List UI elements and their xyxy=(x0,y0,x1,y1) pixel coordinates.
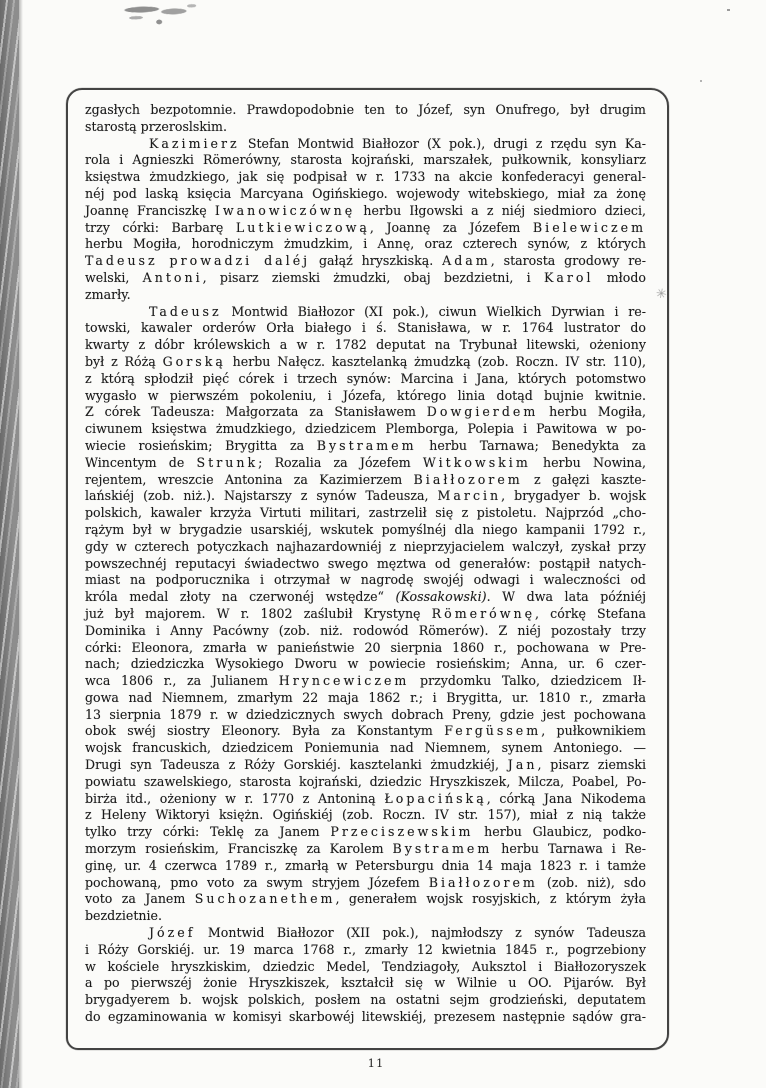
text-line xyxy=(85,891,646,908)
text-line xyxy=(85,791,646,808)
text-line xyxy=(85,740,646,757)
text-run: Montwid Białłozor (XII pok.), najmłodszy z synów Tadeusza xyxy=(195,925,646,941)
text-run: z Heleny Wiktoryi księżn. Ogińskiéj (zob. Roczn. IV str. 157), miał z nią także xyxy=(85,807,646,823)
text-run: , brygadyer b. wojsk xyxy=(501,488,646,504)
text-line xyxy=(85,959,646,976)
text-run: powiatu szawelskiego, starosta kojrański, dziedzic Hryszkiszek, Milcza, Poabel, Po- xyxy=(85,773,646,789)
spaced-name: Białłozorem xyxy=(413,471,523,487)
text-run: birża itd., ożeniony w r. 1770 z Antoniną xyxy=(85,790,385,806)
text-line xyxy=(85,472,646,489)
text-line xyxy=(85,858,646,875)
text-line xyxy=(85,992,646,1009)
text-line xyxy=(85,404,646,421)
text-run: młodo xyxy=(593,269,646,285)
spaced-name: Römerównę xyxy=(431,605,536,621)
text-run: , generałem wojsk rosyjskich, z którym żyła xyxy=(335,891,647,907)
text-run: pochowaną, pmo voto za swym stryjem Józefem xyxy=(85,874,429,890)
text-run: , starosta grodowy re- xyxy=(490,253,646,269)
text-run: , pisarz ziemski xyxy=(537,757,646,773)
text-run: do egzaminowania w komisyi skarbowéj litewskiéj, prezesem następnie sądów gra- xyxy=(85,1009,646,1025)
text-line xyxy=(85,421,646,438)
text-run: zmarły. xyxy=(85,286,131,302)
spaced-name: Lutkiewiczową xyxy=(235,219,370,235)
text-run: księstwa żmudzkiego, jak się podpisał w r. 1733 na akcie konfederacyi general- xyxy=(85,169,646,185)
spaced-name: Kazimierz xyxy=(149,135,240,151)
scan-gutter-shadow xyxy=(0,0,19,1088)
ink-smudge-top xyxy=(112,0,205,33)
text-line xyxy=(85,438,646,455)
text-run: Montwid Białłozor (XI pok.), ciwun Wielkich Dyrwian i re- xyxy=(221,303,646,319)
text-run: z gałęzi kaszte- xyxy=(522,471,647,487)
text-run: i Róży Gorskiéj. ur. 19 marca 1768 r., zmarły 12 kwietnia 1845 r., pogrzebiony xyxy=(85,941,646,957)
spaced-name: Fergüssem xyxy=(444,723,542,739)
text-run: , pułkownikiem xyxy=(541,723,646,739)
text-run: gdy w czterech potyczkach najhazardowniéj z nieprzyjacielem walczył, zyskał przy xyxy=(85,538,646,554)
scan-speck xyxy=(727,9,730,11)
text-run: polskich, kawaler krzyża Virtuti militari, zastrzelił się z pistoletu. Najprzód „cho- xyxy=(85,505,646,521)
text-line xyxy=(85,723,646,740)
text-line xyxy=(85,371,646,388)
text-run: ginę, ur. 4 czerwca 1789 r., zmarłą w Petersburgu dnia 14 maja 1823 r. i tamże xyxy=(85,857,646,873)
text-run: przydomku Talko, dziedzicem Ił- xyxy=(409,673,646,689)
text-run: herbu Iłgowski a z niéj siedmioro dzieci, xyxy=(355,202,646,218)
text-line xyxy=(85,690,646,707)
text-line xyxy=(85,455,646,472)
text-run: rejentem, wreszcie Antonina za Kazimierzem xyxy=(85,471,414,487)
text-run: herbu Tarnawa; Benedykta za xyxy=(416,437,646,453)
text-line xyxy=(85,119,646,136)
text-line xyxy=(85,824,646,841)
spaced-name: Adam xyxy=(442,253,491,269)
text-run: rola i Agnieszki Römerówny, starosta kojrański, marszałek, pułkownik, konsyliarz xyxy=(85,152,646,168)
text-run: herbu Nowina, xyxy=(530,454,646,470)
text-run: starostą przeroslskim. xyxy=(85,118,227,134)
text-line xyxy=(85,136,646,153)
text-run: wiecie rosieńskim; Brygitta za xyxy=(85,437,317,453)
text-run: herbu Mogiła, horodniczym żmudzkim, i Annę, oraz czterech synów, z których xyxy=(85,236,646,252)
spaced-name: Bystramem xyxy=(316,437,417,453)
text-line xyxy=(85,253,646,270)
text-line xyxy=(85,623,646,640)
text-run: powszechnéj reputacyi świadectwo swego męztwa od generałów: postąpił natych- xyxy=(85,555,646,571)
text-run: Wincentym de xyxy=(85,454,197,470)
text-run: herbu Mogiła, xyxy=(538,404,646,420)
ink-smudge-right-margin: ✳ xyxy=(654,286,668,303)
spaced-name: Dowgierdem xyxy=(426,404,539,420)
text-run: 13 sierpnia 1879 r. w dziedzicznych swych dobrach Preny, gdzie jest pochowana xyxy=(85,706,646,722)
italic-text: (Kossakowski) xyxy=(395,589,487,605)
text-run: córki: Eleonora, zmarła w panieństwie 20 sierpnia 1860 r., pochowana w Pre- xyxy=(85,639,646,655)
text-line xyxy=(85,203,646,220)
text-line xyxy=(85,102,646,119)
text-line xyxy=(85,320,646,337)
text-run: był z Różą xyxy=(85,353,163,369)
text-run: bezdzietnie. xyxy=(85,908,162,924)
scan-speck xyxy=(700,80,702,82)
text-run: herbu Tarnawa i Re- xyxy=(492,841,646,857)
spaced-name: Tadeusz xyxy=(149,303,222,319)
spaced-name: Bielewiczem xyxy=(532,219,647,235)
text-line xyxy=(85,505,646,522)
text-run: kwarty z dóbr królewskich a w r. 1782 deputat na Trybunał litewski, ożeniony xyxy=(85,337,646,353)
text-run: welski, xyxy=(85,269,143,285)
text-line xyxy=(85,757,646,774)
spaced-name: Łopacińską xyxy=(384,790,487,806)
text-line xyxy=(85,287,646,304)
spaced-name: Gorską xyxy=(162,353,226,369)
spaced-name: Witkowskim xyxy=(422,454,531,470)
spaced-name: Karol xyxy=(543,269,594,285)
text-run: brygadyerem b. wojsk polskich, posłem na ostatni sejm grodzieński, deputatem xyxy=(85,992,646,1008)
text-line xyxy=(85,1009,646,1026)
text-line xyxy=(85,925,646,942)
text-run: obok swéj siostry Eleonory. Była za Konstantym xyxy=(85,723,445,739)
text-run: z którą spłodził pięć córek i trzech synów: Marcina i Jana, których potomstwo xyxy=(85,370,646,386)
text-line xyxy=(85,707,646,724)
spaced-name: Bystramem xyxy=(392,841,493,857)
spaced-name: Jan xyxy=(507,757,538,773)
text-run: Joannę Franciszkę xyxy=(85,202,215,218)
spaced-name: Iwanowiczównę xyxy=(214,202,356,218)
text-line xyxy=(85,488,646,505)
text-line xyxy=(85,354,646,371)
text-run: wca 1806 r., za Julianem xyxy=(85,673,279,689)
text-run: już był majorem. W r. 1802 zaślubił Krystynę xyxy=(85,605,432,621)
text-run: Drugi syn Tadeusza z Róży Gorskiéj. kasztelanki żmudzkiéj, xyxy=(85,757,508,773)
text-line xyxy=(85,556,646,573)
text-run: morzym rosieńskim, Franciszkę za Karolem xyxy=(85,841,393,857)
spaced-name: Białłozorem xyxy=(428,874,538,890)
text-line xyxy=(85,640,646,657)
text-line xyxy=(85,908,646,925)
spaced-name: Marcin xyxy=(437,488,502,504)
text-run: w kościele hryszkiskim, dziedzic Medel, Tendziagoły, Auksztol i Białłozoryszek xyxy=(85,958,646,974)
text-line xyxy=(85,539,646,556)
text-run: , córką Jana Nikodema xyxy=(486,790,646,806)
text-run: tylko trzy córki: Teklę za Janem xyxy=(85,824,331,840)
text-run: wygasło w pierwszém pokoleniu, i Józefa, którego linia dotąd bujnie kwitnie. xyxy=(85,387,646,403)
text-line xyxy=(85,606,646,623)
text-run: , pisarz ziemski żmudzki, obaj bezdzietni, i xyxy=(202,269,544,285)
text-line xyxy=(85,942,646,959)
spaced-name: Suchozanethem xyxy=(194,891,336,907)
text-run: ; Rozalia za Józefem xyxy=(258,454,423,470)
text-line xyxy=(85,975,646,992)
text-line xyxy=(85,774,646,791)
text-run: néj pod laską księcia Marcyana Ogińskiego. wojewody witebskiego, miał za żonę xyxy=(85,185,646,201)
spaced-name: Strunk xyxy=(196,454,259,470)
text-run: wojsk francuskich, dziedzicem Poniemunia nad Niemnem, synem Antoniego. — xyxy=(85,740,646,756)
spaced-name: Antoni xyxy=(142,269,203,285)
text-line xyxy=(85,337,646,354)
text-run: gowa nad Niemnem, zmarłym 22 maja 1862 r.; i Brygitta, ur. 1810 r., zmarła xyxy=(85,689,646,705)
text-line xyxy=(85,572,646,589)
text-line xyxy=(85,169,646,186)
text-line xyxy=(85,673,646,690)
text-run: , córkę Stefana xyxy=(535,605,646,621)
text-run: miast na podporucznika i otrzymał w nagrodę swojéj odwagi i waleczności od xyxy=(85,572,646,588)
text-run: lańskiéj (zob. niż.). Najstarszy z synów Tadeusza, xyxy=(85,488,438,504)
text-line xyxy=(85,270,646,287)
text-line xyxy=(85,388,646,405)
text-line xyxy=(85,522,646,539)
text-run: trzy córki: Barbarę xyxy=(85,219,236,235)
text-run: herbu Glaubicz, podko- xyxy=(473,824,646,840)
text-run: a po pierwszéj żonie Hryszkiszek, kształcił się w Wilnie u OO. Pijarów. Był xyxy=(85,975,646,991)
text-line xyxy=(85,807,646,824)
text-run: nach; dziedziczka Wysokiego Dworu w powiecie rosieńskim; Anna, ur. 6 czer- xyxy=(85,656,646,672)
spaced-name: Przeciszewskim xyxy=(330,824,474,840)
text-line xyxy=(85,589,646,606)
text-run: , Joannę za Józefem xyxy=(369,219,533,235)
text-line xyxy=(85,186,646,203)
text-run: Z córek Tadeusza: Małgorzata za Stanisławem xyxy=(85,404,427,420)
spaced-name: Hryncewiczem xyxy=(278,673,410,689)
text-run: zgasłych bezpotomnie. Prawdopodobnie ten to Józef, syn Onufrego, był drugim xyxy=(85,102,646,117)
body-text xyxy=(85,102,646,1026)
spaced-name: Józef xyxy=(149,925,196,941)
text-run: Stefan Montwid Białłozor (X pok.), drugi z rzędu syn Ka- xyxy=(239,135,646,151)
text-run: (zob. niż), sdo xyxy=(537,874,646,890)
text-run: rążym był w brygadzie usarskiéj, wskutek pomyślnéj dla niego kampanii 1792 r., xyxy=(85,521,646,537)
text-run: Dominika i Anny Pacówny (zob. niż. rodowód Römerów). Z niéj pozostały trzy xyxy=(85,622,646,638)
text-line xyxy=(85,236,646,253)
text-line xyxy=(85,841,646,858)
spaced-name: Tadeusz prowadzi daléj xyxy=(85,253,311,269)
page-number: 11 xyxy=(367,1056,385,1070)
text-line xyxy=(85,220,646,237)
text-line xyxy=(85,656,646,673)
text-run: . W dwa lata późniéj xyxy=(486,589,646,605)
text-run: gałąź hryszkiską. xyxy=(310,253,443,269)
text-run: towski, kawaler orderów Orła białego i ś. Stanisława, w r. 1764 lustrator do xyxy=(85,320,646,336)
text-run: króla medal złoty na czerwonéj wstędze“ xyxy=(85,589,396,605)
text-line xyxy=(85,304,646,321)
text-run: voto za Janem xyxy=(85,891,195,907)
text-run: ciwunem księstwa żmudzkiego, dziedzicem Plemborga, Polepia i Pawitowa w po- xyxy=(85,421,646,437)
text-run: herbu Nałęcz. kasztelanką żmudzką (zob. Roczn. IV str. 110), xyxy=(225,353,646,369)
text-line xyxy=(85,152,646,169)
text-line xyxy=(85,875,646,892)
